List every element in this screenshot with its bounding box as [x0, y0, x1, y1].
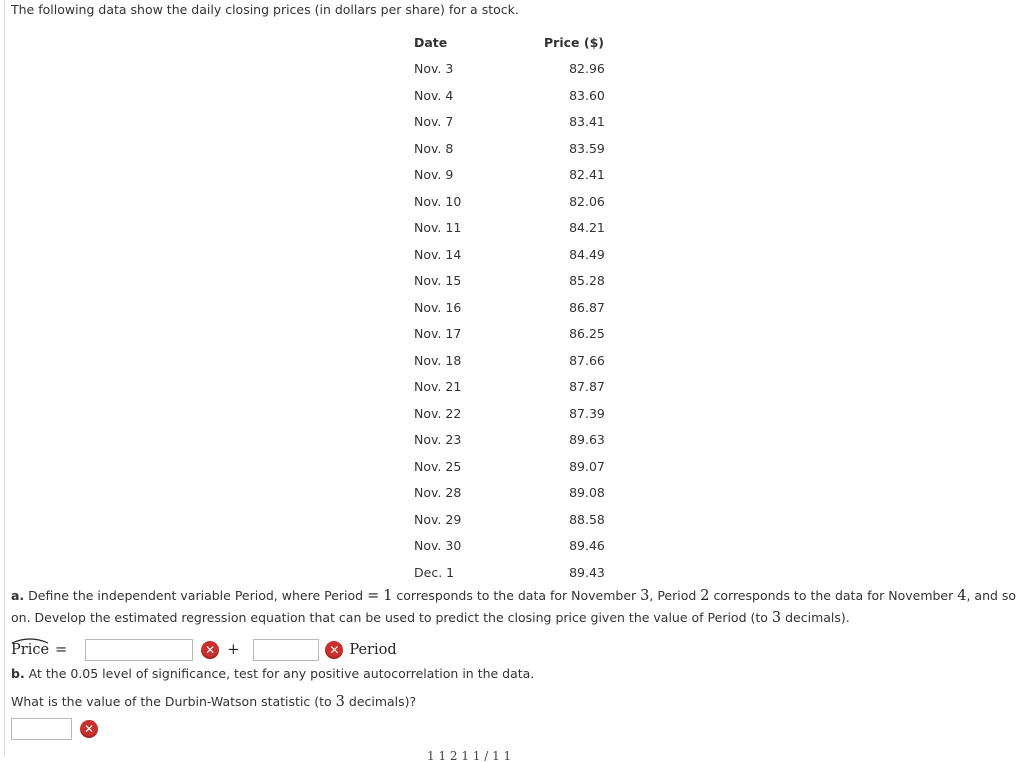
- date-cell: Nov. 17: [414, 326, 462, 342]
- date-cell: Nov. 25: [414, 458, 462, 474]
- price-cell: 86.87: [569, 299, 605, 315]
- table-row: [414, 480, 630, 507]
- price-cell: 86.25: [569, 326, 605, 342]
- price-hat: [11, 642, 49, 658]
- question-a-label: a.: [11, 588, 25, 603]
- table-row: [414, 162, 630, 189]
- math-number: 4: [957, 588, 967, 604]
- price-table: [414, 29, 630, 586]
- table-row: [414, 453, 630, 480]
- date-cell: Dec. 1: [414, 564, 455, 580]
- date-cell: Nov. 21: [414, 379, 462, 395]
- table-row: [414, 109, 630, 136]
- math-number: 3: [640, 588, 650, 604]
- math-number: 1: [383, 588, 393, 604]
- date-cell: Nov. 3: [414, 61, 454, 77]
- question-b: [11, 666, 534, 681]
- date-cell: Nov. 14: [414, 246, 462, 262]
- table-row: [414, 215, 630, 242]
- table-row: [414, 56, 630, 83]
- date-cell: Nov. 15: [414, 273, 462, 289]
- price-cell: 87.87: [569, 379, 605, 395]
- slope-input[interactable]: [253, 639, 319, 661]
- date-cell: Nov. 28: [414, 485, 462, 501]
- equation-rhs-variable: Period: [349, 642, 397, 658]
- price-cell: 88.58: [569, 511, 605, 527]
- equation-lhs: Price: [11, 642, 50, 658]
- table-row: [414, 559, 630, 586]
- question-a-text: corresponds to the data for November: [392, 588, 641, 603]
- table-row: [414, 135, 630, 162]
- equation-plus: +: [227, 642, 240, 658]
- price-cell: 89.07: [569, 458, 605, 474]
- left-border: [4, 0, 5, 757]
- math-number: 3: [771, 610, 782, 626]
- date-cell: Nov. 23: [414, 432, 462, 448]
- question-a-text: corresponds to the data for November: [709, 588, 958, 603]
- question-text: What is the value of the Durbin-Watson statistic (to: [11, 694, 336, 709]
- table-row: [414, 533, 630, 560]
- equation-equals: =: [55, 642, 68, 658]
- price-cell: 89.46: [569, 538, 605, 554]
- column-header-price: Price ($): [544, 34, 604, 50]
- regression-equation: [11, 637, 397, 663]
- table-row: [414, 321, 630, 348]
- price-cell: 82.41: [569, 167, 605, 183]
- intro-text: The following data show the daily closing prices (in dollars per share) for a stock.: [11, 2, 519, 17]
- incorrect-x-icon: ✕: [201, 641, 219, 659]
- question-a: [11, 585, 1019, 629]
- column-header-date: Date: [414, 34, 448, 50]
- question-b-text: At the 0.05 level of significance, test for any positive autocorrelation in the data.: [24, 666, 535, 681]
- price-cell: 89.43: [569, 564, 605, 580]
- date-cell: Nov. 11: [414, 220, 462, 236]
- durbin-watson-question: [11, 694, 416, 710]
- price-cell: 84.21: [569, 220, 605, 236]
- price-cell: 87.39: [569, 405, 605, 421]
- price-cell: 83.41: [569, 114, 605, 130]
- table-header-row: [414, 29, 630, 56]
- table-row: [414, 506, 630, 533]
- math-number: 2: [700, 588, 710, 604]
- date-cell: Nov. 30: [414, 538, 462, 554]
- cutoff-text: 1 1 2 1 1 / 1 1: [427, 749, 512, 763]
- price-cell: 87.66: [569, 352, 605, 368]
- hat-accent-icon: [11, 637, 49, 644]
- incorrect-x-icon: ✕: [80, 720, 98, 738]
- question-a-text: Define the independent variable Period, where Period: [24, 588, 368, 603]
- date-cell: Nov. 10: [414, 193, 462, 209]
- intercept-input[interactable]: [85, 639, 193, 661]
- durbin-watson-answer-row: [11, 718, 98, 740]
- table-body: [414, 56, 630, 586]
- date-cell: Nov. 29: [414, 511, 462, 527]
- date-cell: Nov. 8: [414, 140, 454, 156]
- question-a-text: , Period: [649, 588, 701, 603]
- date-cell: Nov. 7: [414, 114, 454, 130]
- table-row: [414, 241, 630, 268]
- date-cell: Nov. 9: [414, 167, 454, 183]
- question-text: decimals)?: [344, 694, 417, 709]
- date-cell: Nov. 18: [414, 352, 462, 368]
- math-number: 3: [335, 694, 345, 710]
- table-row: [414, 268, 630, 295]
- date-cell: Nov. 4: [414, 87, 454, 103]
- price-cell: 89.08: [569, 485, 605, 501]
- table-row: [414, 82, 630, 109]
- price-cell: 83.60: [569, 87, 605, 103]
- question-a-text: , and so on. Develop the estimated regression equation that can be used to predict the closing price given the value of Period (to: [11, 588, 1017, 625]
- price-cell: 89.63: [569, 432, 605, 448]
- table-row: [414, 294, 630, 321]
- incorrect-x-icon: ✕: [325, 641, 343, 659]
- date-cell: Nov. 22: [414, 405, 462, 421]
- table-row: [414, 188, 630, 215]
- price-cell: 83.59: [569, 140, 605, 156]
- price-cell: 82.96: [569, 61, 605, 77]
- question-b-label: b.: [11, 666, 25, 681]
- date-cell: Nov. 16: [414, 299, 462, 315]
- table-row: [414, 347, 630, 374]
- table-row: [414, 427, 630, 454]
- table-row: [414, 374, 630, 401]
- price-cell: 85.28: [569, 273, 605, 289]
- question-a-text: decimals).: [781, 610, 850, 625]
- price-cell: 84.49: [569, 246, 605, 262]
- durbin-watson-input[interactable]: [11, 718, 72, 740]
- math-equals: =: [367, 588, 380, 604]
- table-row: [414, 400, 630, 427]
- price-cell: 82.06: [569, 193, 605, 209]
